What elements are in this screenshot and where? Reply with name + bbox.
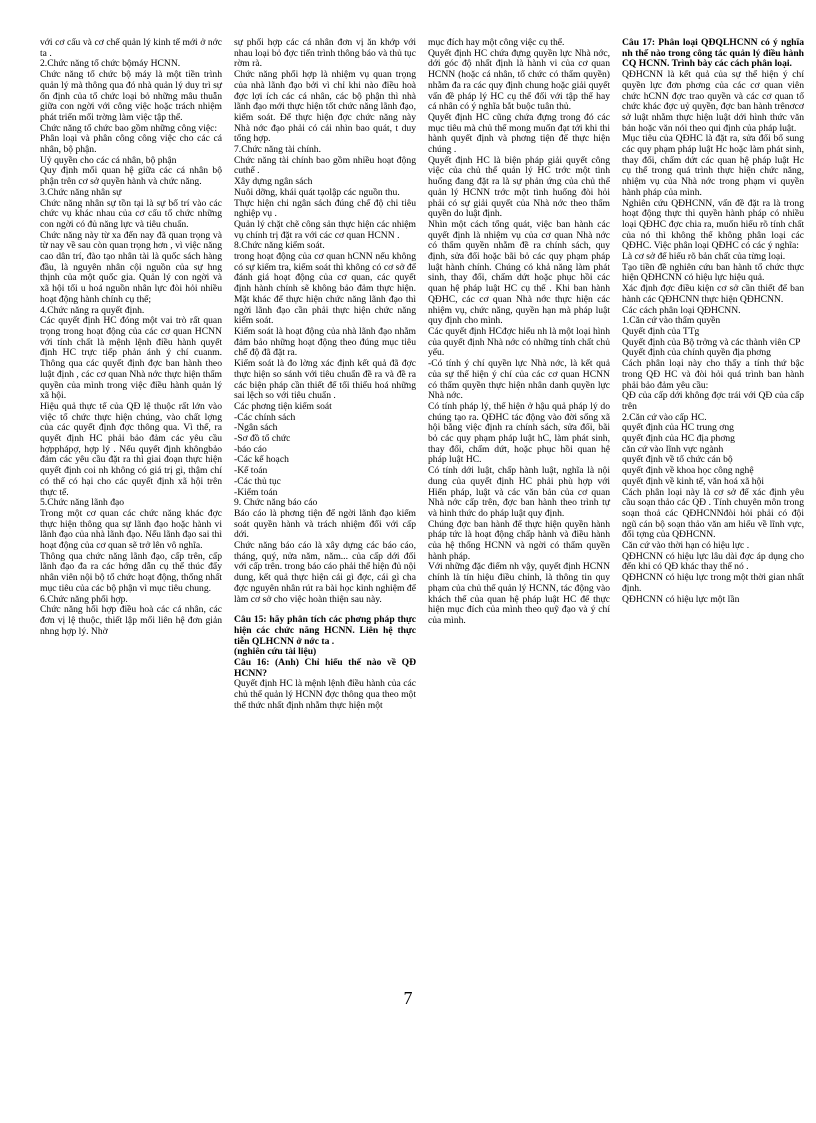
paragraph: Cách phân loại này là cơ sở để xác định yêu cầu soạn thảo các QĐ . Tính chuyên môn trong soạn thoả các QĐHCNNđòi hỏi phải có đội ngũ cán bộ soạn thảo văn am hiểu về lĩnh vực, đối tợng của QĐHCNN.: [622, 486, 804, 541]
paragraph: Các phơng tiện kiểm soát: [234, 400, 332, 412]
paragraph: Chức năng báo cáo là xây dựng các báo cáo, tháng, quý, nửa năm, năm... của cấp dới đối với cấp trên. trong báo cáo phải thể hiện đủ nội dung, kết quả thực hiện cái gì đợc, cái gì cha đợc nguyên nhân rút ra bài học kinh nghiệm để làm cơ sở cho việc hoàn thiện sau này.: [234, 540, 416, 605]
paragraph: 7.Chức năng tài chính.: [234, 144, 321, 156]
paragraph: 6.Chức năng phối hợp.: [40, 593, 128, 605]
paragraph: Các quyết định HC đóng một vai trò rất quan trọng trong hoạt động của các cơ quan HCNN với tính chất là mệnh lệnh điều hành quyết định HC trực tiếp phản ánh ý chí cuanm. Thông qua các quyết định đợc ban hành theo luật định , các cơ quan Nhà nớc thực hiện thẩm quyền của mình trong việc điều hành quản lý xã hội.: [40, 315, 222, 402]
paragraph: mục đích hay một công việc cụ thể.: [428, 37, 565, 48]
paragraph: Chức năng nhân sự tồn tại là sự bố trí vào các chức vụ khác nhau của cơ cấu tổ chức những con ngời có đủ năng lực và tiêu chuẩn.: [40, 197, 222, 230]
paragraph: Câu 15: hãy phân tích các phơng pháp thực hiện các chức năng HCNN. Liên hệ thực tiễn QLHCNN ở nớc ta .: [234, 614, 416, 647]
paragraph: 9. Chức năng báo cáo: [234, 497, 318, 509]
paragraph: Với những đặc điểm nh vậy, quyết định HCNN chính là tín hiệu điều chỉnh, là thông tin quy phạm của chủ thể quản lý HCNN, tác động vào khách thể của quan hệ pháp luật HC để thực hiện mục đích của mình theo quỹ đạo và ý chí của mình.: [428, 561, 610, 626]
paragraph: quyết định về khoa học công nghệ: [622, 465, 754, 477]
paragraph: 4.Chức năng ra quyết định.: [40, 304, 145, 316]
paragraph: Chức năng hối hợp điều hoà các cá nhân, các đơn vị lệ thuộc, thiết lập mối liên hệ đơn giản nhng hợp lý. Nhờ: [40, 604, 222, 637]
paragraph: Quyết định của chính quyền địa phơng: [622, 347, 771, 359]
paragraph: Thông qua chức năng lãnh đạo, cấp trên, cấp lãnh đạo đa ra các hớng dẫn cụ thể thúc đẩy nhân viên nội bộ tổ chức hoạt động, thống nhất mục tiêu của các bộ phận vì mục tiêu chung.: [40, 550, 222, 594]
paragraph: Chức năng này từ xa đến nay đã quan trọng và từ nay về sau còn quan trọng hơn , vì việc năng cao dân trí, đào tạo nhân tài là quốc sách hàng đầu, là nguyên nhân cội nguồn của sự hng thịnh của một quốc gia. Quản lý con ngời và xã hội tối u hoá nguồn nhân lực đòi hỏi nhiều hoạt động hành chính cụ thể;: [40, 229, 222, 305]
paragraph: -Sơ đồ tổ chức: [234, 433, 291, 445]
paragraph: Quyết định HC chứa đựng quyền lực Nhà nớc, dới góc độ nhất định là hành vi của cơ quan HCNN (hoặc cá nhân, tổ chức có thẩm quyền) nhằm đa ra các quy định chung hoặc giải quyết vấn đề pháp lý HC cụ thể đối với tập thể hay cá nhân có ý nghĩa bắt buộc tuân thủ.: [428, 47, 610, 113]
paragraph: Thực hiện chi ngân sách đúng chế độ chi tiêu nghiệp vụ .: [234, 197, 416, 220]
paragraph: 8.Chức năng kiểm soát.: [234, 240, 325, 252]
paragraph: Kiểm soát là hoạt động của nhà lãnh đạo nhằm đảm bảo những hoạt động theo đúng mục tiêu chế độ đã đặt ra.: [234, 325, 416, 359]
paragraph: Quản lý chặt chẽ công sản thực hiện các nhiệm vụ chính trị đặt ra với các cơ quan HCNN .: [234, 218, 416, 241]
paragraph: Chức năng tài chính bao gồm nhiều hoạt động cuthể .: [234, 154, 416, 177]
paragraph: QĐHCNN có hiệu lực lâu dài đợc áp dụng cho đến khi có QĐ khác thay thế nó .: [622, 550, 804, 573]
paragraph: -Kiểm toán: [234, 486, 278, 498]
paragraph: căn cứ vào lĩnh vực ngành: [622, 443, 724, 455]
paragraph: (nghiên cứu tài liệu): [234, 646, 317, 658]
paragraph: Báo cáo là phơng tiện để ngời lãnh đạo kiểm soát quyền hành và trách nhiệm đối với cấp dới.: [234, 507, 416, 541]
paragraph: Câu 16: (Anh) Chỉ hiểu thế nào về QĐ HCNN?: [234, 657, 416, 679]
paragraph: Quyết định HC là mệnh lệnh điều hành của các chủ thể quản lý HCNN đợc thông qua theo một thể thức nhất định nhằm thực hiện một: [234, 678, 416, 711]
text-column-2: [234, 38, 416, 712]
paragraph: Kiểm soát là đo lờng xác định kết quả đã đợc thực hiện so sánh với tiêu chuẩn đề ra và đề ra các biện pháp cần thiết để tối thiểu hoá những sai lệch so với tiêu chuẩn .: [234, 358, 416, 402]
paragraph: quyết định của HC địa phơng: [622, 433, 735, 445]
paragraph: QĐHCNN có hiệu lực trong một thời gian nhất định.: [622, 572, 804, 594]
paragraph: Xây dựng ngân sách: [234, 176, 313, 188]
paragraph: Các cách phân loại QĐHCNN.: [622, 304, 741, 316]
paragraph: -Các chính sách: [234, 411, 296, 423]
paragraph: Mục tiêu của QĐHC là đặt ra, sửa đổi bổ sung các quy phạm pháp luật Hc hoặc làm phát sinh, thay đổi, chấm dứt các quan hệ pháp luật Hc cụ thể trong quá trình thực hiện chức năng, nhiệm vụ của Nhà nớc trong phạm vi quyền hành pháp của mình.: [622, 133, 804, 198]
paragraph: với cơ cấu và cơ chế quản lý kinh tế mới ở nớc ta .: [40, 37, 222, 59]
text-column-3: [428, 38, 610, 627]
paragraph: Trong một cơ quan các chức năng khác đợc thực hiện thông qua sự lãnh đạo hoặc hành vi lãnh đạo của nhà lãnh đạo. Nếu lãnh đạo sai thì hoạt động của cơ quan sẽ trở lên vô nghĩa.: [40, 507, 222, 552]
paragraph: -Các thủ tục: [234, 475, 281, 487]
paragraph: Nuôi dỡng, khái quát tạolập các nguồn thu.: [234, 186, 400, 198]
paragraph: Nhìn một cách tổng quát, việc ban hành các quyết định là nhiệm vụ của cơ quan Nhà nớc có thẩm quyền nhằm đề ra chính sách, quy định, sửa đổi hoặc bãi bỏ các quy phạm pháp luật hành chính. Chúng có khả năng làm phát sinh, thay đổi, chấm dứt hoặc phục hồi các quan hệ pháp luật HC cụ thể . Khi ban hành QĐHC, các cơ quan Nhà nớc thực hiện các nhiệm vụ, chức năng, quyền hạn mà pháp luật quy định cho mình.: [428, 218, 610, 327]
paragraph: Phân loại và phân công công việc cho các cá nhân, bộ phận.: [40, 133, 222, 156]
paragraph: Quyết định HC cũng chứa đựng trong đó các mục tiêu mà chủ thể mong muốn đạt tới khi thi hành quyết định và phơng tiện để thực hiện chúng .: [428, 111, 610, 156]
paragraph: Cách phân loại này cho thấy a tính thứ bậc trong QĐ HC và đòi hỏi quá trình ban hành phải bảo đảm yêu cầu:: [622, 358, 804, 391]
text-column-1: [40, 38, 222, 637]
paragraph: quyết định của HC trung ơng: [622, 422, 734, 434]
paragraph: -báo cáo: [234, 443, 267, 455]
paragraph: Quyết định HC là biện pháp giải quyết công việc của chủ thể quản lý HC trớc một tình huống đang đặt ra là sự phản ứng của chủ thể quản lý HCNN trớc một tình huống đòi hỏi phải có sự giải quyết của Nhà nớc theo thẩm quyền do luật định.: [428, 154, 610, 220]
paragraph: -Các kế hoạch: [234, 454, 289, 466]
paragraph: Chức năng tổ chức bao gồm những công việc:: [40, 122, 218, 134]
paragraph: Câu 17: Phân loại QĐQLHCNN có ý nghĩa nh thế nào trong công tác quản lý điều hành CQ HCNN. Trình bày các cách phân loại.: [622, 37, 804, 70]
paragraph: -Kế toán: [234, 465, 268, 477]
paragraph: Chức năng tổ chức bộ máy là một tiền trình quản lý mà thông qua đó nhà quản lý duy trì sự ổn định của tổ chức loại bỏ những mâu thuẫn giữa con ngời với công việc hoặc trách nhiệm phát triển mối trờng làm việc tập thể.: [40, 69, 222, 123]
paragraph: Có tính dới luật, chấp hành luật, nghĩa là nội dung của quyết định HC phải phù hợp với Hiến pháp, luật và các văn bản của cơ quan Nhà nớc cấp trên, đợc ban hành theo trình tự và hình thức do pháp luật quy định.: [428, 465, 610, 519]
paragraph: 2.Chức năng tổ chức bộmáy HCNN.: [40, 58, 181, 70]
paragraph: QĐHCNN có hiệu lực một lần: [622, 593, 740, 605]
paragraph: -Có tính ý chí quyền lực Nhà nớc, là kết quả của sự thể hiện ý chí của các cơ quan HCNN có thẩm quyền thực hiện nhân danh quyền lực Nhà nớc.: [428, 358, 610, 402]
paragraph: Quyết định của Bộ trởng và các thành viên CP: [622, 336, 801, 348]
paragraph: 3.Chức năng nhân sự: [40, 186, 122, 198]
paragraph: 1.Căn cứ vào thẩm quyền: [622, 315, 721, 327]
paragraph: quyết định về tổ chức cán bộ: [622, 454, 733, 466]
paragraph: Có tính pháp lý, thể hiện ở hậu quả pháp lý do chúng tạo ra. QĐHC tác động vào đời sống xã hội bằng việc định ra chính sách, sửa đổi, bãi bỏ các quy phạm pháp luật hC, làm phát sinh, thay đổi, chấm dứt, hoặc phục hồi quan hệ pháp luật HC.: [428, 400, 610, 466]
paragraph: Các quyết định HCđợc hiểu nh là một loại hình của quyết định Nhà nớc có những tính chất chủ yếu.: [428, 325, 610, 359]
paragraph: Quy định mối quan hệ giữa các cá nhân bộ phận trên cơ sở quyền hành và chức năng.: [40, 165, 222, 188]
paragraph: Chức năng phối hợp là nhiệm vụ quan trọng của nhà lãnh đạo bởi vì chỉ khi nào điều hoà đợc lợi ích các cá nhân, các bộ phận thì nhà lãnh đạo mới thực hiện tốt chức năng lãnh đạo, kiểm soát. Để thực hiện đợc chức năng này Nhà nớc đạo phải có cái nhìn bao quát, t duy tổng hợp.: [234, 69, 416, 145]
paragraph: Hiệu quả thực tế của QĐ lệ thuộc rất lớn vào việc tổ chức thực hiện chúng, vào chất lợng của các quyết định đợc thông qua. Vì thế, ra quyết định HC phải bảo đảm các yêu cầu hợpphápợ, hợp lý . Nếu quyết định khôngbảo đảm các yêu cầu đặt ra thì giai đoạn thực hiện quyết định coi nh không có giá trị gì, thậm chí có thể có hại cho các quyết định xã hội trên thực tế.: [40, 400, 222, 498]
paragraph: 2.Căn cứ vào cấp HC.: [622, 411, 707, 423]
paragraph: sự phối hợp các cá nhân đơn vị ăn khớp với nhau loại bỏ đợc tiến trình thông báo và thủ tục rờm rà.: [234, 37, 416, 70]
paragraph: -Ngân sách: [234, 422, 278, 434]
paragraph: Xác định đợc điều kiện cơ sở cần thiết để ban hành các QĐHCNN thực hiện QĐHCNN.: [622, 283, 804, 305]
page-number: 7: [403, 988, 413, 1008]
paragraph: Là cơ sở để hiểu rõ bản chất của từng loại.: [622, 251, 786, 263]
paragraph: 5.Chức năng lãnh đạo: [40, 497, 125, 509]
paragraph: Nghiên cứu QĐHCNN, vấn đề đặt ra là trong hoạt động thực thi quyền hành pháp có nhiều loại QĐHC đợc chia ra, muốn hiểu rõ tính chất của nó thì không thể không phân loại các QĐHC. Việc phân loại QĐHC có các ý nghĩa:: [622, 197, 804, 252]
paragraph: quyết định về kinh tế, văn hoá xã hội: [622, 475, 765, 487]
paragraph: Căn cứ vào thời hạn có hiệu lực .: [622, 540, 750, 552]
paragraph: Quyết định của TTg: [622, 325, 700, 337]
text-column-4: [622, 38, 804, 605]
paragraph: Tạo tiền đề nghiên cứu ban hành tổ chức thực hiện QĐHCNN có hiệu lực hiệu quả.: [622, 261, 804, 284]
paragraph: trong hoạt động của cơ quan hCNN nếu không có sự kiểm tra, kiểm soát thì không có cơ sở để đánh giá hoạt động của cơ quan, các quyết định hành chính sẽ không bảo đảm thực hiện. Mặt khác để thực hiện chức năng lãnh đạo thì ngời lãnh đạo cần phải thực hiện chức năng kiểm soát.: [234, 251, 416, 327]
paragraph: QĐ của cấp dới không đợc trái với QĐ của cấp trên: [622, 390, 804, 412]
paragraph: QĐHCNN là kết quả của sự thể hiện ý chí quyền lực đơn phơng của các cơ quan viên chức hCNN đợc trao quyền và các cơ quan tổ chức khác đợc uỷ quyền, đợc ban hành trênơcơ sở luật nhằm thực hiện luật dới hình thức văn bản hoặc văn nói theo qui định của pháp luật.: [622, 69, 804, 134]
paragraph: Chúng đợc ban hành để thực hiện quyền hành pháp tức là hoạt động chấp hành và điều hành của hệ thống HCNN và ngời có thẩm quyền hành pháp.: [428, 518, 610, 562]
paragraph: Uỷ quyền cho các cá nhân, bộ phận: [40, 154, 177, 166]
